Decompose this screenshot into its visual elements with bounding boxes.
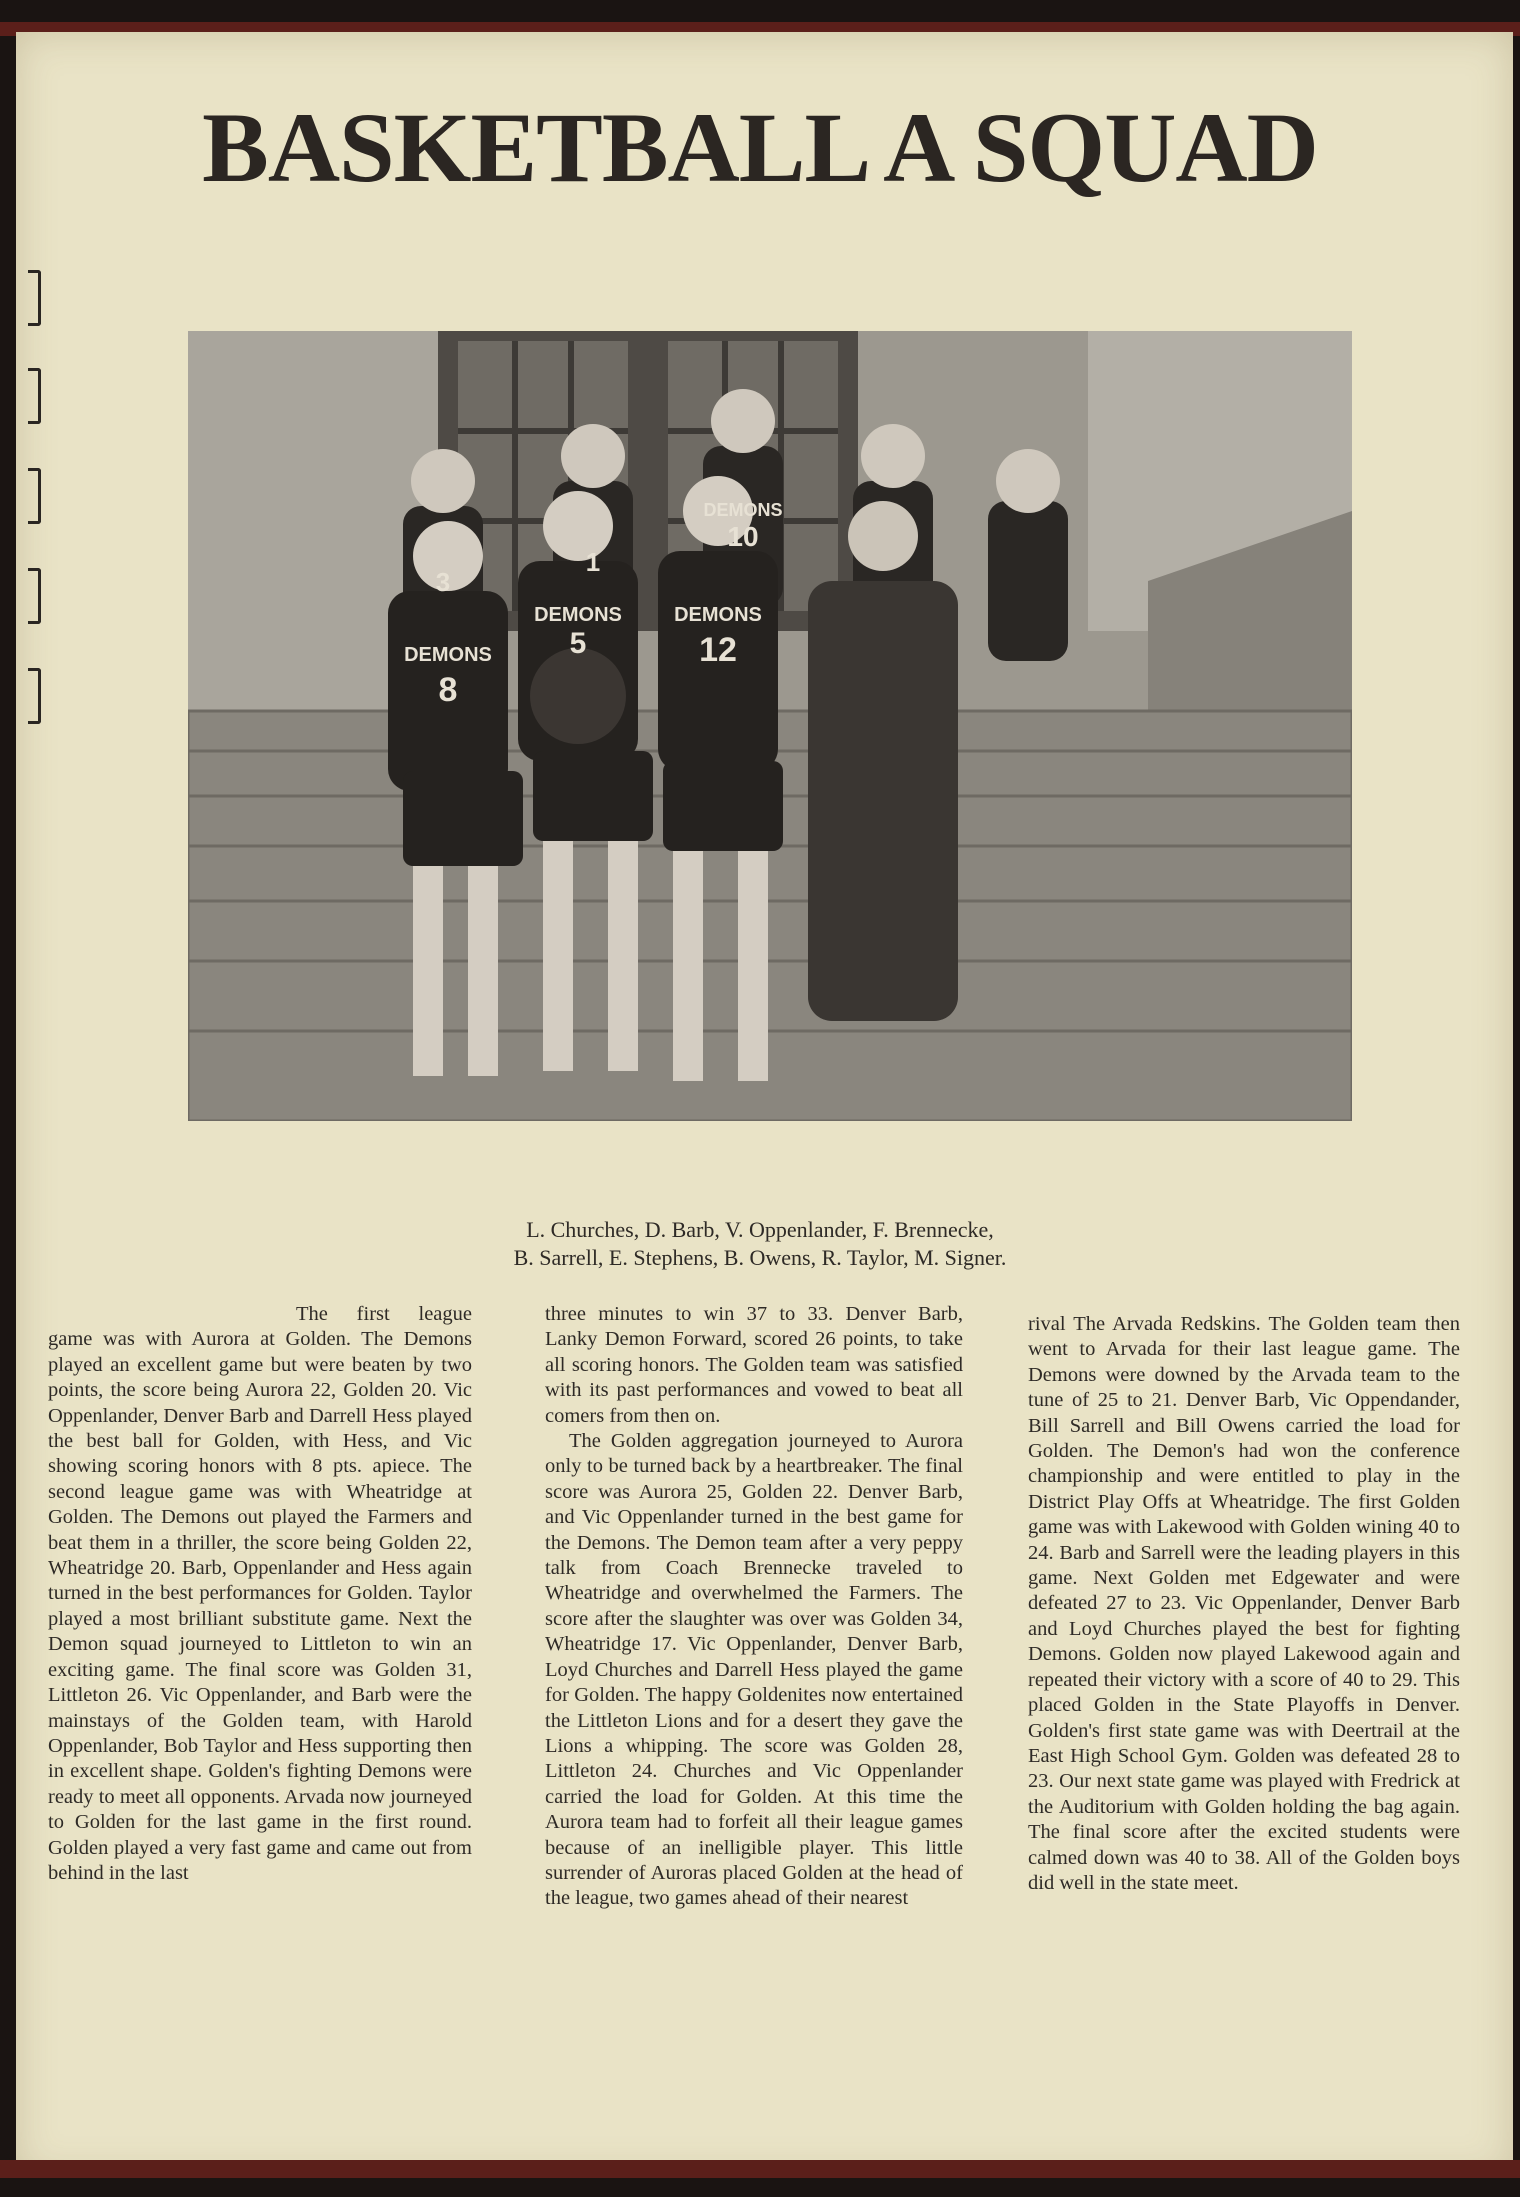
- jersey-number: 10: [727, 521, 759, 552]
- article-paragraph: The first league game was with Aurora at Golden. The Demons played an excellent game but were beaten by two points, the score being Aurora 22, Golden 20. Vic Oppenlander, Denver Barb and Darrell Hess played the best ball for Golden, with Hess, and Vic showing scoring honors with 8 pts. apiece. The second league game was with Wheatridge at Golden. The Demons out played the Farmers and beat them in a thriller, the score being Golden 22, Wheatridge 20. Barb, Oppenlander and Hess again turned in the best performances for Golden. Taylor played a most brilliant substitute game. Next the Demon squad journeyed to Littleton to win an exciting game. The final score was Golden 31, Littleton 26. Vic Oppenlander, and Barb were the mainstays of the Golden team, with Harold Oppenlander, Bob Taylor and Hess supporting then in excellent shape. Golden's fighting Demons were ready to meet all opponents. Arvada now journeyed to Golden for the last game in the first round. Golden played a very fast game and came out from behind in the last: [48, 1303, 472, 1884]
- page-title: BASKETBALL A SQUAD: [202, 92, 1318, 203]
- team-photo: [188, 331, 1352, 1121]
- caption-line: B. Sarrell, E. Stephens, B. Owens, R. Taylor, M. Signer.: [513, 1245, 1007, 1270]
- binding-ring: [28, 468, 41, 524]
- jersey-number: 12: [699, 631, 737, 669]
- binding-ring: [28, 368, 41, 424]
- photo-caption: [0, 1216, 1520, 1272]
- article-paragraph: The Golden aggregation journeyed to Aurora only to be turned back by a heartbreaker. The final score was Aurora 25, Golden 22. Denver Barb, and Vic Oppenlander turned in the best game for the Demons. The Demon team after a very peppy talk from Coach Brennecke traveled to Wheatridge and overwhelmed the Farmers. The score after the slaughter was over was Golden 34, Wheatridge 17. Vic Oppenlander, Denver Barb, Loyd Churches and Darrell Hess played the game for Golden. The happy Goldenites now entertained the Littleton Lions and for a desert they gave the Lions a whipping. The score was Golden 28, Littleton 24. Churches and Vic Oppenlander carried the load for Golden. At this time the Aurora team had to forfeit all their league games because of an inelligible player. This little surrender of Auroras placed Golden at the head of the league, two games ahead of their nearest: [545, 1430, 963, 1910]
- caption-line: L. Churches, D. Barb, V. Oppenlander, F. Brennecke,: [526, 1217, 994, 1242]
- team-photo-illustration: [188, 331, 1352, 1121]
- article-column-1: [48, 1302, 472, 1886]
- jersey-text: DEMONS: [404, 644, 492, 666]
- article-paragraph: three minutes to win 37 to 33. Denver Barb, Lanky Demon Forward, scored 26 points, to take all scoring honors. The Golden team was satisfied with its past performances and vowed to beat all comers from then on.: [545, 1303, 963, 1427]
- jersey-text: DEMONS: [703, 500, 783, 520]
- article-paragraph: rival The Arvada Redskins. The Golden team then went to Arvada for their last league game. The Demons were downed by the Arvada team to the tune of 25 to 21. Denver Barb, Vic Oppendander, Bill Sarrell and Bill Owens carried the load for Golden. The Demon's had won the conference championship and were entitled to play in the District Play Offs at Wheatridge. The first Golden game was with Lakewood with Golden wining 40 to 24. Barb and Sarrell were the leading players in this game. Next Golden met Edgewater and were defeated 27 to 23. Vic Oppenlander, Denver Barb and Loyd Churches played the best for fighting Demons. Golden now played Lakewood again and repeated their victory with a score of 40 to 29. This placed Golden in the State Playoffs in Denver. Golden's first state game was with Deertrail at the East High School Gym. Golden was defeated 28 to 23. Our next state game was played with Fredrick at the Auditorium with Golden holding the bag again. The final score after the excited students were calmed down was 40 to 38. All of the Golden boys did well in the state meet.: [1028, 1313, 1460, 1894]
- jersey-number: 5: [569, 627, 587, 660]
- jersey-text: DEMONS: [534, 604, 622, 626]
- jersey-number: 8: [438, 671, 458, 709]
- jersey-text: DEMONS: [674, 604, 762, 626]
- jersey-number: 3: [435, 567, 451, 597]
- page-bottom-edge: [0, 2160, 1520, 2178]
- article-column-2: [545, 1302, 963, 1912]
- binding-ring: [28, 270, 41, 326]
- jersey-number: 1: [585, 547, 601, 577]
- binding-ring: [28, 568, 41, 624]
- binding-ring: [28, 668, 41, 724]
- article-column-3: [1028, 1312, 1460, 1896]
